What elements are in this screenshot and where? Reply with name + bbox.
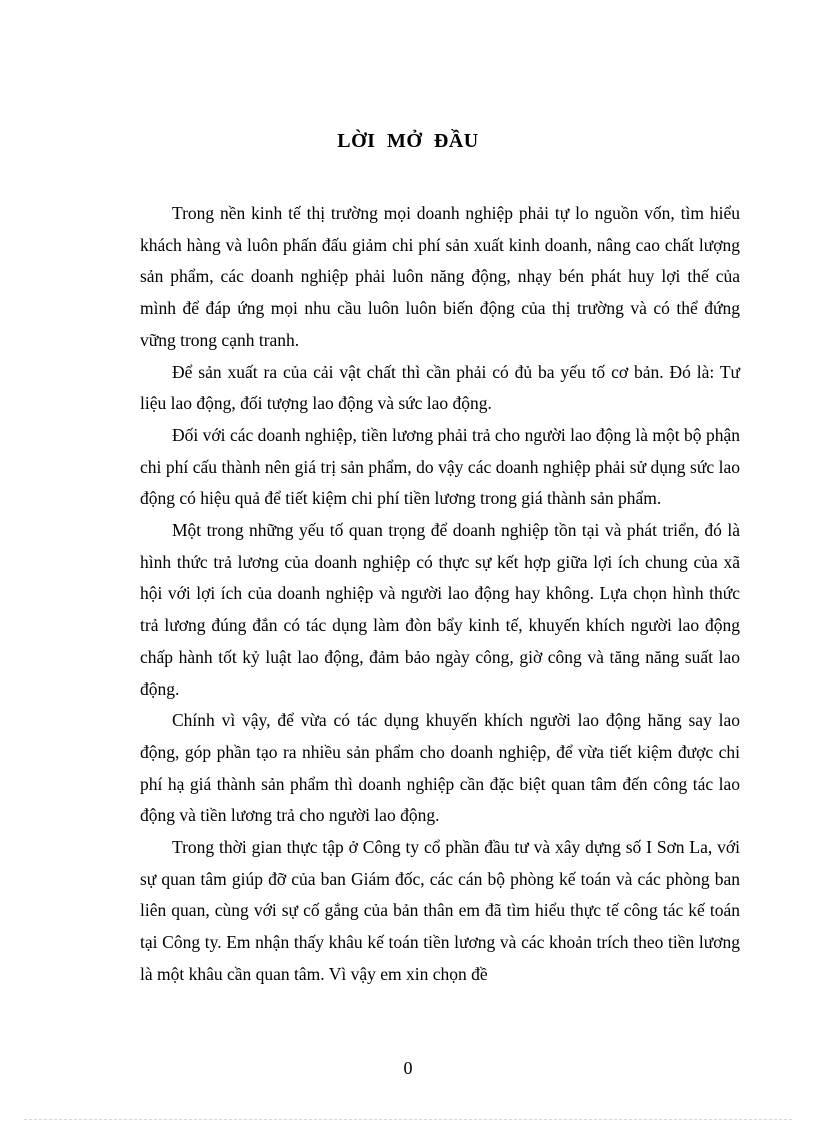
paragraph-6: Trong thời gian thực tập ở Công ty cổ phần đầu tư và xây dựng số I Sơn La, với sự quan tâm giúp đỡ của ban Giám đốc, các cán bộ phòng kế toán và các phòng ban liên quan, cùng với sự cố gắng của bản thân em đã tìm hiểu thực tế công tác kế toán tại Công ty. Em nhận thấy khâu kế toán tiền lương và các khoản trích theo tiền lương là một khâu cần quan tâm. Vì vậy em xin chọn đề [140,837,740,984]
body-text [140,198,740,991]
paragraph-2: Để sản xuất ra của cải vật chất thì cần phải có đủ ba yếu tố cơ bản. Đó là: Tư liệu lao động, đối tượng lao động và sức lao động. [140,361,740,414]
page-title: LỜI MỞ ĐẦU [337,130,479,152]
page-number: 0 [403,1058,413,1078]
paragraph-5: Chính vì vậy, để vừa có tác dụng khuyến khích người lao động hăng say lao động, góp phần tạo ra nhiều sản phẩm cho doanh nghiệp, để vừa tiết kiệm được chi phí hạ giá thành sản phẩm thì doanh nghiệp cần đặc biệt quan tâm đến công tác lao động và tiền lương trả cho người lao động. [140,710,740,826]
paragraph-3: Đối với các doanh nghiệp, tiền lương phải trả cho người lao động là một bộ phận chi phí cấu thành nên giá trị sản phẩm, do vậy các doanh nghiệp phải sử dụng sức lao động có hiệu quả để tiết kiệm chi phí tiền lương trong giá thành sản phẩm. [140,424,740,509]
page-bottom-divider [24,1119,792,1120]
paragraph-1: Trong nền kinh tế thị trường mọi doanh nghiệp phải tự lo nguồn vốn, tìm hiểu khách hàng và luôn phấn đấu giảm chi phí sản xuất kinh doanh, nâng cao chất lượng sản phẩm, các doanh nghiệp phải luôn năng động, nhạy bén phát huy lợi thế của mình để đáp ứng mọi nhu cầu luôn luôn biến động của thị trường và có thể đứng vững trong cạnh tranh. [140,203,740,350]
paragraph-4: Một trong những yếu tố quan trọng để doanh nghiệp tồn tại và phát triển, đó là hình thức trả lương của doanh nghiệp có thực sự kết hợp giữa lợi ích chung của xã hội với lợi ích của doanh nghiệp và người lao động hay không. Lựa chọn hình thức trả lương đúng đắn có tác dụng làm đòn bẩy kinh tế, khuyến khích người lao động chấp hành tốt kỷ luật lao động, đảm bảo ngày công, giờ công và tăng năng suất lao động. [140,520,740,699]
